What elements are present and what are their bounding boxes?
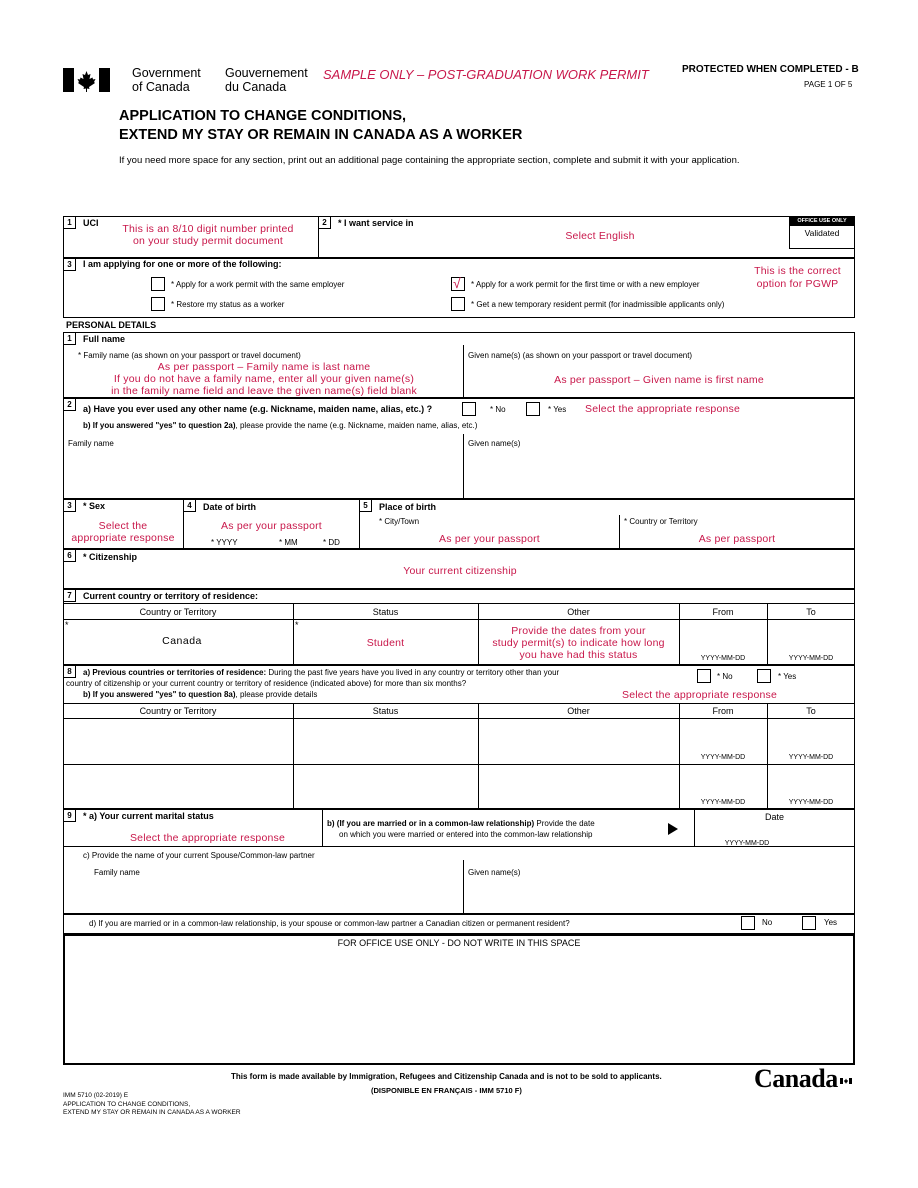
footer-french: (DISPONIBLE EN FRANÇAIS - IMM 5710 F): [371, 1086, 522, 1095]
opt-same-employer-label: * Apply for a work permit with the same employer: [171, 280, 345, 289]
other-name-question: a) Have you ever used any other name (e.g. Nickname, maiden name, alias, etc.) ?: [83, 404, 433, 414]
sex-field[interactable]: Select the appropriate response: [71, 520, 175, 544]
sex-label: * Sex: [83, 501, 106, 511]
uci-field[interactable]: This is an 8/10 digit number printed on your study permit document: [122, 223, 294, 247]
opt-restore-checkbox[interactable]: [151, 297, 165, 311]
p9-number: 9: [63, 809, 76, 822]
other-name-no-checkbox[interactable]: [462, 402, 476, 416]
opt-new-employer-label: * Apply for a work permit for the first time or with a new employer: [471, 280, 700, 289]
arrow-right-icon: [668, 823, 678, 835]
col-from: From: [712, 706, 734, 716]
current-residence-label: Current country or territory of residence:: [83, 591, 259, 601]
applying-label: I am applying for one or more of the following:: [83, 259, 282, 269]
wordmark-flag-icon: [840, 1071, 852, 1077]
col-other: Other: [567, 706, 590, 716]
required-star: *: [65, 620, 69, 630]
marital-status-field[interactable]: Select the appropriate response: [129, 832, 286, 844]
other-name-yes-label: * Yes: [548, 405, 567, 414]
gov-en-name: Government of Canada: [132, 66, 201, 94]
spouse-given-name-label: Given name(s): [468, 868, 521, 877]
col-other: Other: [567, 607, 590, 617]
section-1-number: 1: [63, 216, 76, 229]
family-name-label: * Family name (as shown on your passport or travel document): [78, 351, 301, 360]
opt-same-employer-checkbox[interactable]: [151, 277, 165, 291]
pob-city-label: * City/Town: [379, 517, 420, 526]
dob-field[interactable]: As per your passport: [221, 520, 322, 532]
page-number: PAGE 1 OF 5: [804, 80, 853, 89]
prev-residence-no-label: * No: [717, 672, 733, 681]
p2-number: 2: [63, 398, 76, 411]
canada-flag-icon: [63, 68, 110, 92]
spouse-citizen-question: d) If you are married or in a common-law relationship, is your spouse or common-law partner a Canadian citizen or permanent resident?: [89, 919, 570, 928]
spouse-citizen-yes-checkbox[interactable]: [802, 916, 816, 930]
citizenship-label: * Citizenship: [83, 552, 138, 562]
col-status: Status: [372, 706, 399, 716]
previous-residence-question: a) Previous countries or territories of residence: During the past five years have you lived in any country or territory other than your country of citizenship or your current country or territory of residence (indicated above) for more than six months?: [66, 668, 560, 688]
current-status-field[interactable]: Student: [366, 637, 405, 649]
dob-yyyy: * YYYY: [211, 538, 238, 547]
intro-text: If you need more space for any section, print out an additional page containing the appropriate section, complete and submit it with your application.: [119, 155, 740, 166]
prev-to-field-2[interactable]: YYYY-MM-DD: [788, 799, 834, 806]
pob-city-field[interactable]: As per your passport: [439, 533, 540, 545]
pob-country-field[interactable]: As per passport: [698, 533, 776, 545]
other-name-note: Select the appropriate response: [585, 403, 741, 415]
form-id: IMM 5710 (02-2019) E APPLICATION TO CHANGE CONDITIONS, EXTEND MY STAY OR REMAIN IN CANADA AS A WORKER: [63, 1092, 241, 1116]
p5-number: 5: [359, 499, 372, 512]
footer-notice: This form is made available by Immigration, Refugees and Citizenship Canada and is not to be sold to applicants.: [231, 1072, 662, 1081]
p8-number: 8: [63, 665, 76, 678]
prev-residence-yes-label: * Yes: [778, 672, 797, 681]
col-status: Status: [372, 607, 399, 617]
other-name-yes-checkbox[interactable]: [526, 402, 540, 416]
marriage-date-field[interactable]: YYYY-MM-DD: [724, 840, 770, 847]
prev-residence-yes-checkbox[interactable]: [757, 669, 771, 683]
check-mark-icon: √: [453, 275, 461, 291]
pob-country-label: * Country or Territory: [624, 517, 698, 526]
opt-trp-checkbox[interactable]: [451, 297, 465, 311]
col-to: To: [806, 607, 816, 617]
current-from-field[interactable]: YYYY-MM-DD: [700, 655, 746, 662]
opt-new-employer-checkbox[interactable]: [451, 277, 465, 291]
opt-restore-label: * Restore my status as a worker: [171, 300, 285, 309]
p3-number: 3: [63, 499, 76, 512]
current-to-field[interactable]: YYYY-MM-DD: [788, 655, 834, 662]
given-name-field[interactable]: As per passport – Given name is first name: [554, 374, 764, 386]
protected-label: PROTECTED WHEN COMPLETED - B: [682, 64, 859, 75]
prev-residence-no-checkbox[interactable]: [697, 669, 711, 683]
col-country: Country or Territory: [139, 607, 217, 617]
current-other-field[interactable]: Provide the dates from your study permit(s) to indicate how long you have had this status: [492, 625, 665, 661]
col-to: To: [806, 706, 816, 716]
prev-to-field-1[interactable]: YYYY-MM-DD: [788, 754, 834, 761]
citizenship-field[interactable]: Your current citizenship: [403, 565, 517, 577]
other-family-name-label: Family name: [68, 439, 114, 448]
section-2-number: 2: [318, 216, 331, 229]
form-title: APPLICATION TO CHANGE CONDITIONS, EXTEND MY STAY OR REMAIN IN CANADA AS A WORKER: [119, 108, 523, 143]
col-from: From: [712, 607, 734, 617]
p7-number: 7: [63, 589, 76, 602]
spouse-citizen-yes-label: Yes: [824, 918, 838, 927]
spouse-citizen-no-label: No: [762, 918, 773, 927]
spouse-citizen-no-checkbox[interactable]: [741, 916, 755, 930]
marital-status-label: * a) Your current marital status: [83, 811, 214, 821]
spouse-family-name-label: Family name: [94, 868, 140, 877]
p6-number: 6: [63, 549, 76, 562]
current-country-field[interactable]: Canada: [162, 635, 202, 647]
other-name-b-question: b) If you answered "yes" to question 2a), please provide the name (e.g. Nickname, maiden name, alias, etc.): [83, 421, 478, 430]
family-name-field[interactable]: As per passport – Family name is last name If you do not have a family name, enter all your given name(s) in the family name field and leave the given name(s) field blank: [111, 361, 417, 397]
gov-fr-name: Gouvernement du Canada: [225, 66, 308, 94]
office-use-area: [63, 934, 855, 1065]
prev-residence-note: Select the appropriate response: [622, 689, 778, 701]
col-country: Country or Territory: [139, 706, 217, 716]
prev-from-field-2[interactable]: YYYY-MM-DD: [700, 799, 746, 806]
marriage-date-question: b) (If you are married or in a common-law relationship) Provide the date on which you were married or entered into the common-law relationship: [327, 819, 595, 839]
canada-wordmark: Canada: [754, 1064, 838, 1093]
given-name-label: Given name(s) (as shown on your passport or travel document): [468, 351, 693, 360]
opt-trp-label: * Get a new temporary resident permit (for inadmissible applicants only): [471, 300, 725, 309]
prev-from-field-1[interactable]: YYYY-MM-DD: [700, 754, 746, 761]
p1-number: 1: [63, 332, 76, 345]
other-given-name-label: Given name(s): [468, 439, 521, 448]
full-name-label: Full name: [83, 334, 126, 344]
service-label: * I want service in: [338, 218, 414, 228]
pob-label: Place of birth: [379, 502, 437, 512]
office-use-box: OFFICE USE ONLY Validated: [789, 216, 855, 249]
personal-details-heading: PERSONAL DETAILS: [66, 320, 157, 330]
spouse-name-question: c) Provide the name of your current Spouse/Common-law partner: [83, 851, 315, 860]
required-star: *: [295, 620, 299, 630]
marriage-date-label: Date: [764, 812, 784, 822]
section-3-number: 3: [63, 258, 76, 271]
p4-number: 4: [183, 499, 196, 512]
uci-label: UCI: [83, 218, 99, 228]
dob-dd: * DD: [323, 538, 340, 547]
pgwp-note: This is the correct option for PGWP: [754, 265, 841, 290]
dob-label: Date of birth: [203, 502, 256, 512]
service-field[interactable]: Select English: [565, 230, 635, 242]
sample-banner: SAMPLE ONLY – POST-GRADUATION WORK PERMIT: [323, 67, 649, 82]
previous-residence-b-question: b) If you answered "yes" to question 8a), please provide details: [83, 690, 318, 699]
office-use-label: FOR OFFICE USE ONLY - DO NOT WRITE IN THIS SPACE: [337, 938, 581, 948]
other-name-no-label: * No: [490, 405, 506, 414]
dob-mm: * MM: [279, 538, 298, 547]
